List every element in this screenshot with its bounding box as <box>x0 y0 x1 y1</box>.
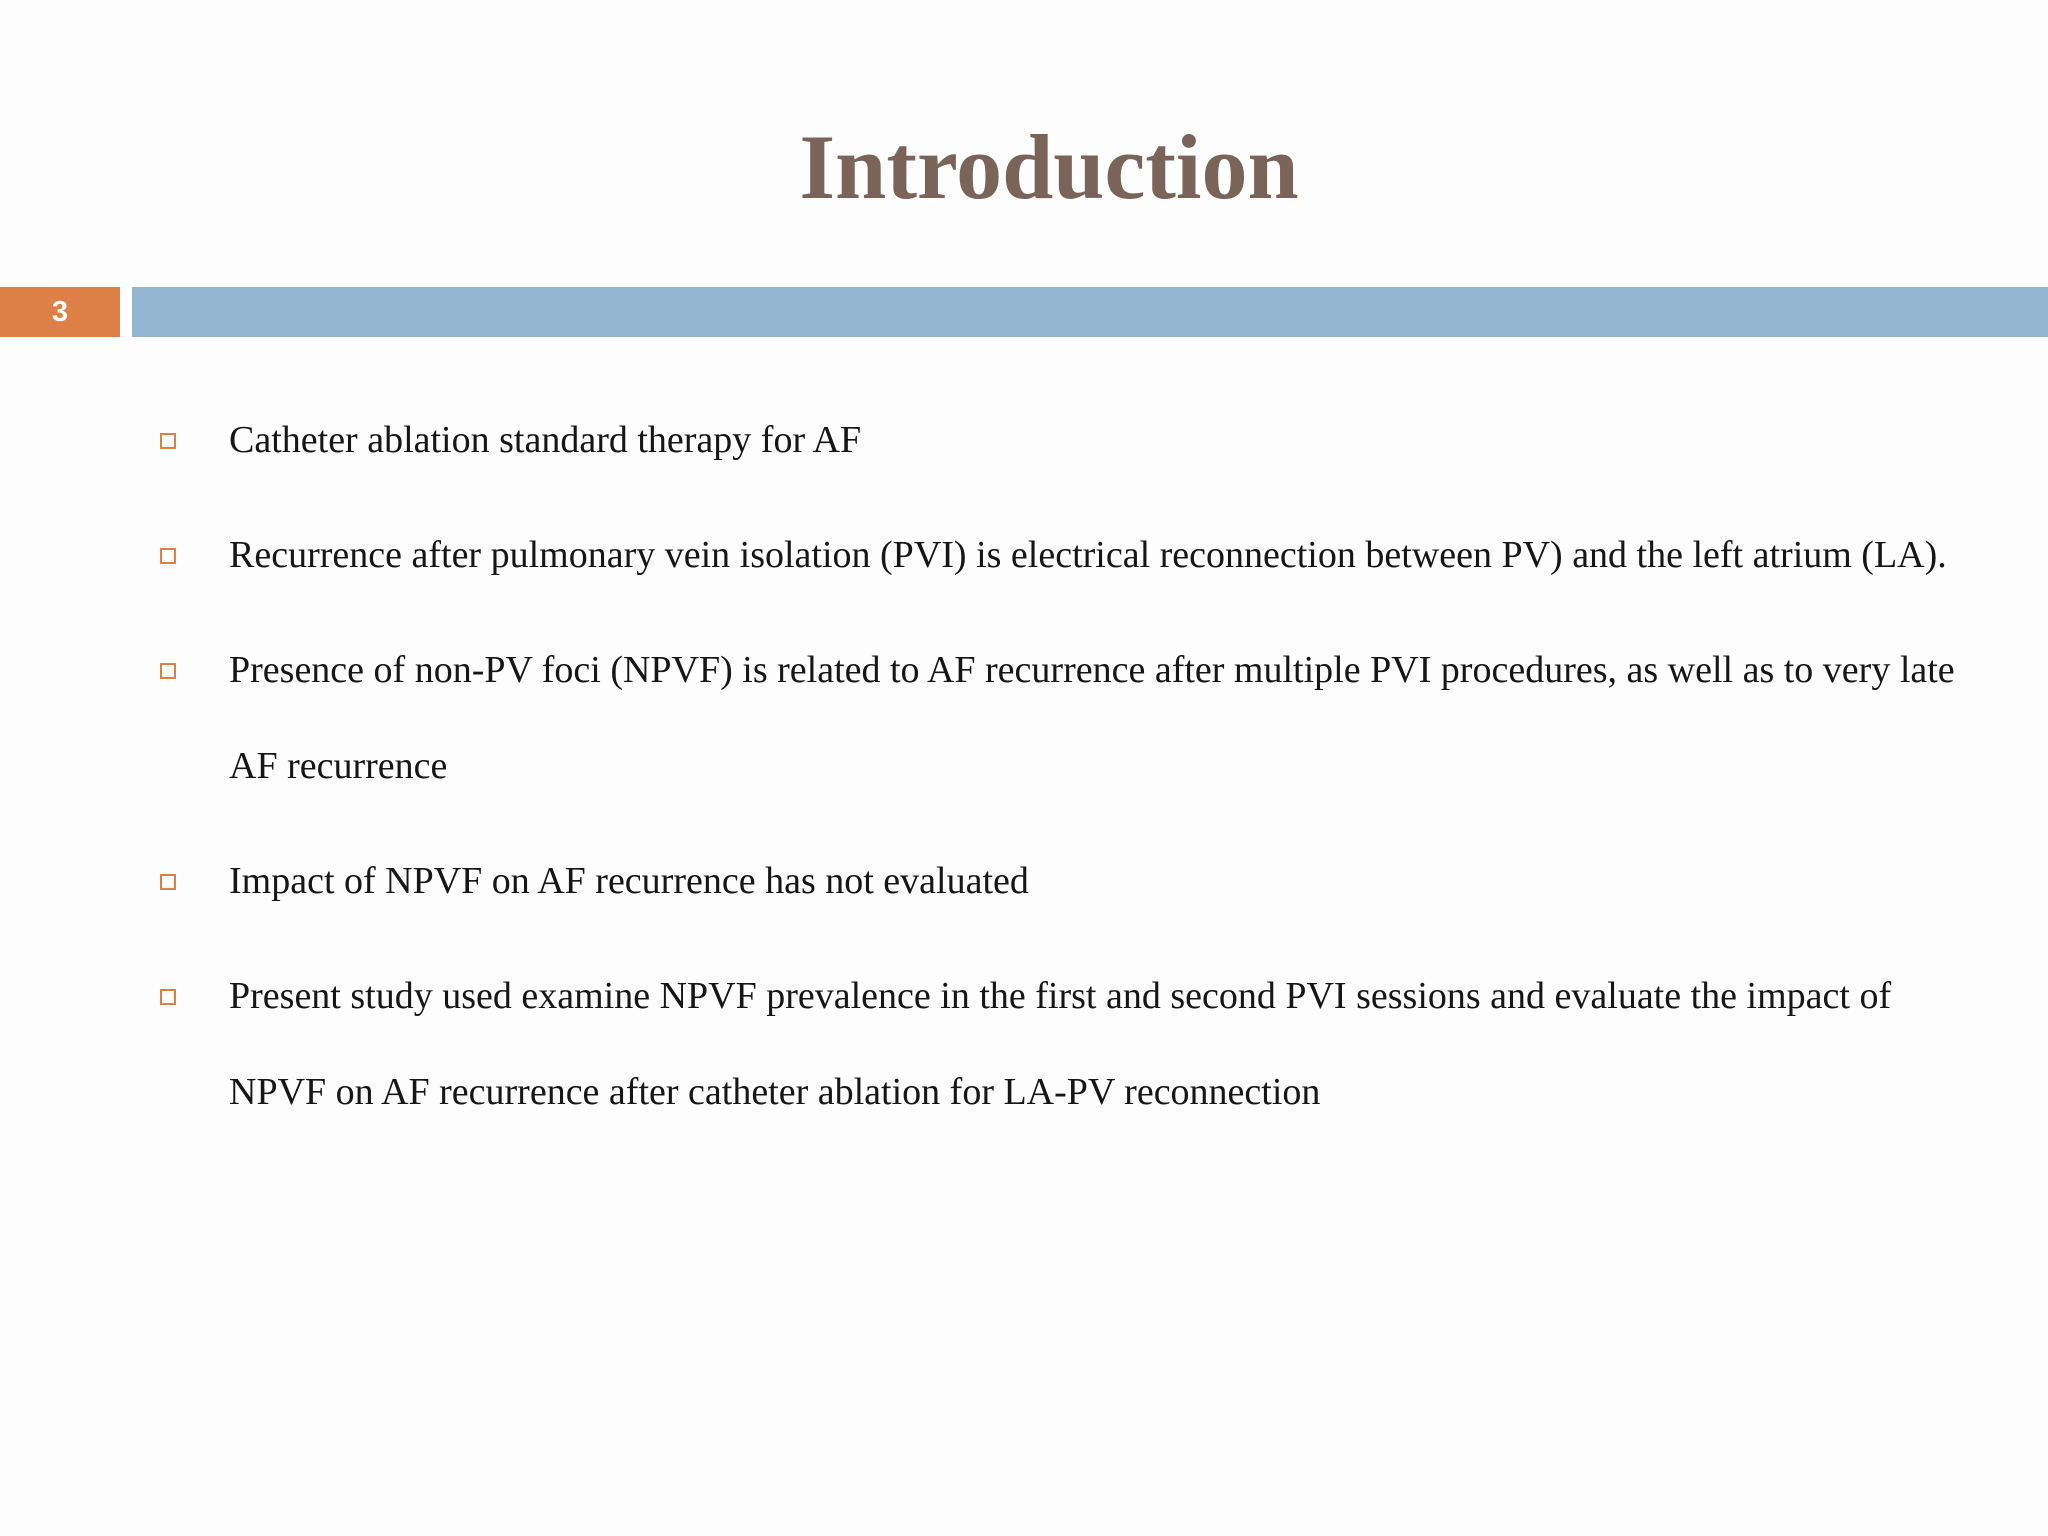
bullet-text: Presence of non-PV foci (NPVF) is related to AF recurrence after multiple PVI procedures, as well as to very late AF recurrence <box>229 649 1955 787</box>
bullet-text: Catheter ablation standard therapy for AF <box>229 419 862 461</box>
bullet-item <box>0 622 2048 814</box>
bullet-list <box>0 392 2048 1159</box>
bullet-text: Recurrence after pulmonary vein isolation (PVI) is electrical reconnection between PV) and the left atrium (LA). <box>229 534 1947 576</box>
hollow-square-bullet-icon <box>160 663 176 679</box>
bullet-item <box>0 507 2048 603</box>
slide-title: Introduction <box>799 116 1299 218</box>
bullet-item <box>0 392 2048 488</box>
hollow-square-bullet-icon <box>160 874 176 890</box>
bullet-text: Present study used examine NPVF prevalence in the first and second PVI sessions and evaluate the impact of NPVF on AF recurrence after catheter ablation for LA-PV reconnection <box>229 975 1892 1113</box>
bullet-item <box>0 948 2048 1140</box>
hollow-square-bullet-icon <box>160 433 176 449</box>
header-bar <box>132 287 2048 337</box>
bullet-item <box>0 833 2048 929</box>
hollow-square-bullet-icon <box>160 548 176 564</box>
hollow-square-bullet-icon <box>160 989 176 1005</box>
bullet-text: Impact of NPVF on AF recurrence has not evaluated <box>229 860 1029 902</box>
slide-number-badge: 3 <box>0 287 120 337</box>
